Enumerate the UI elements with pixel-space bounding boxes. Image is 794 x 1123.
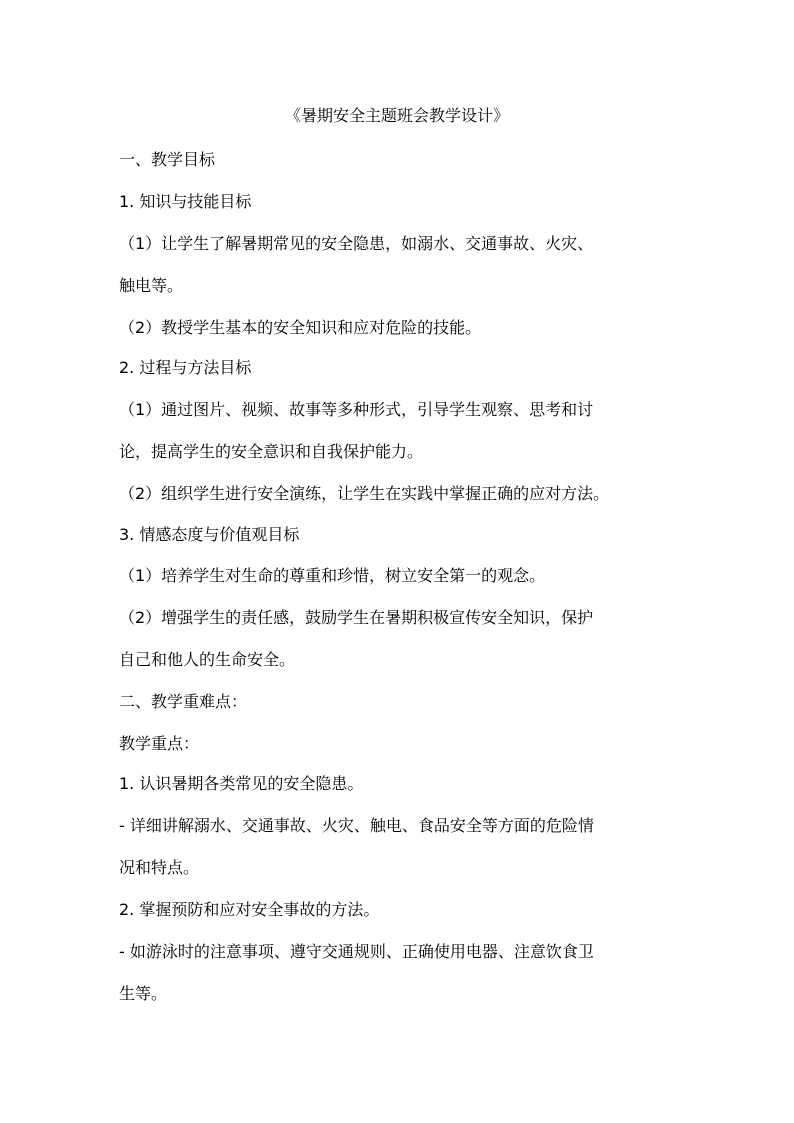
paragraph-line: （2）组织学生进行安全演练，让学生在实践中掌握正确的应对方法。 (119, 484, 610, 503)
key-points-label: 教学重点： (119, 734, 200, 753)
section-heading-teaching-goals: 一、教学目标 (119, 150, 216, 169)
paragraph-line: （1）让学生了解暑期常见的安全隐患，如溺水、交通事故、火灾、 (119, 234, 594, 253)
paragraph-line: 触电等。 (119, 276, 184, 295)
paragraph-line: （2）增强学生的责任感，鼓励学生在暑期积极宣传安全知识，保护 (119, 608, 594, 627)
document-title: 《暑期安全主题班会教学设计》 (284, 106, 509, 125)
paragraph-line: 生等。 (119, 984, 168, 1003)
key-point-item: 2. 掌握预防和应对安全事故的方法。 (119, 900, 380, 919)
goal-heading-knowledge-skills: 1. 知识与技能目标 (119, 192, 252, 211)
paragraph-line: - 详细讲解溺水、交通事故、火灾、触电、食品安全等方面的危险情 (119, 816, 594, 835)
goal-heading-emotion-values: 3. 情感态度与价值观目标 (119, 525, 300, 544)
paragraph-line: 况和特点。 (119, 858, 200, 877)
paragraph-line: （1）通过图片、视频、故事等多种形式，引导学生观察、思考和讨 (119, 400, 594, 419)
paragraph-line: 论，提高学生的安全意识和自我保护能力。 (119, 442, 424, 461)
paragraph-line: - 如游泳时的注意事项、遵守交通规则、正确使用电器、注意饮食卫 (119, 942, 594, 961)
goal-heading-process-methods: 2. 过程与方法目标 (119, 358, 252, 377)
key-point-item: 1. 认识暑期各类常见的安全隐患。 (119, 774, 364, 793)
paragraph-line: 自己和他人的生命安全。 (119, 650, 296, 669)
paragraph-line: （1）培养学生对生命的尊重和珍惜，树立安全第一的观念。 (119, 566, 546, 585)
paragraph-line: （2）教授学生基本的安全知识和应对危险的技能。 (119, 318, 482, 337)
section-heading-key-difficult-points: 二、教学重难点： (119, 692, 248, 711)
